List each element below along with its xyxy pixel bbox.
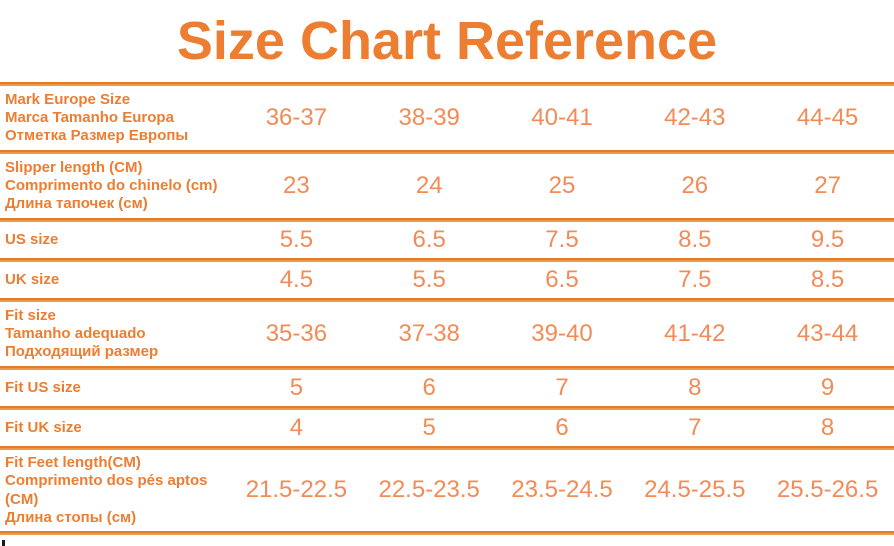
size-value-cell: 25 <box>548 171 576 199</box>
page-title: Size Chart Reference <box>176 11 718 71</box>
size-value-cell: 26 <box>681 171 709 199</box>
size-value-cell: 6 <box>422 373 436 401</box>
size-value-cell: 7.5 <box>678 265 712 293</box>
table-row-uk-size <box>0 262 894 298</box>
size-value-cell: 8.5 <box>810 265 845 293</box>
row-label-line-en: Mark Europe Size <box>5 90 131 108</box>
row-label <box>0 419 230 437</box>
size-value-cell: 8.5 <box>678 225 712 253</box>
row-label <box>0 271 230 289</box>
size-value-cell: 5 <box>289 373 304 401</box>
size-value-cell: 7 <box>555 373 569 401</box>
size-value-cell: 9.5 <box>810 225 845 253</box>
row-label-line-pt: Tamanho adequado <box>5 324 146 342</box>
row-label-line-pt: Comprimento do chinelo (cm) <box>5 176 218 194</box>
row-label <box>0 379 230 397</box>
row-label-line-en: US size <box>5 230 59 248</box>
table-row-fit-us-size <box>0 370 894 406</box>
size-value-cell: 42-43 <box>664 103 726 131</box>
row-label <box>0 454 230 527</box>
row-label-line-pt: Comprimento dos pés aptos (CM) <box>5 472 208 508</box>
table-row-europe-size <box>0 86 894 150</box>
size-value-cell: 43-44 <box>796 319 859 347</box>
size-value-cell: 35-36 <box>265 319 328 347</box>
bottom-edge-mark <box>2 540 5 546</box>
size-value-cell: 8 <box>688 373 702 401</box>
row-label <box>0 91 230 146</box>
size-value-cell: 25.5-26.5 <box>776 476 879 504</box>
size-value-cell: 23 <box>283 171 310 199</box>
row-label-line-en: Fit Feet length(CM) <box>5 454 141 471</box>
size-value-cell: 40-41 <box>531 103 593 131</box>
table-row-slipper-length <box>0 154 894 218</box>
size-value-cell: 7.5 <box>545 225 579 253</box>
size-value-cell: 7 <box>688 413 702 441</box>
row-label-line-en: Fit US size <box>5 378 81 396</box>
size-value-cell: 27 <box>814 171 841 199</box>
size-value-cell: 39-40 <box>531 319 593 347</box>
size-value-cell: 23.5-24.5 <box>511 476 613 504</box>
row-label-line-pt: Marca Tamanho Europa <box>5 108 174 126</box>
row-label-line-en: UK size <box>5 270 60 288</box>
table-row-fit-uk-size <box>0 410 894 446</box>
table-row-fit-feet-length <box>0 450 894 531</box>
size-value-cell: 5.5 <box>412 265 446 293</box>
size-value-cell: 6 <box>555 413 569 441</box>
size-value-cell: 44-45 <box>796 103 859 131</box>
size-value-cell: 6.5 <box>412 225 446 253</box>
size-value-cell: 41-42 <box>664 319 726 347</box>
size-value-cell: 21.5-22.5 <box>245 476 348 504</box>
row-label-line-ru: Подходящий размер <box>5 343 159 361</box>
row-label-line-en: Fit size <box>5 306 56 324</box>
size-value-cell: 22.5-23.5 <box>378 476 480 504</box>
size-value-cell: 8 <box>820 413 835 441</box>
size-value-cell: 36-37 <box>265 103 328 131</box>
size-value-cell: 9 <box>820 373 835 401</box>
size-value-cell: 4 <box>289 413 304 441</box>
divider-rule <box>0 531 894 535</box>
table-row-us-size <box>0 222 894 258</box>
size-value-cell: 24.5-25.5 <box>644 476 746 504</box>
row-label-line-ru: Отметка Размер Европы <box>5 127 189 145</box>
table-row-fit-size <box>0 302 894 366</box>
row-label <box>0 307 230 362</box>
row-label <box>0 159 230 214</box>
size-value-cell: 5 <box>422 413 436 441</box>
row-label <box>0 231 230 249</box>
row-label-line-en: Fit UK size <box>5 418 82 436</box>
row-label-line-ru: Длина стопы (см) <box>5 508 137 526</box>
size-value-cell: 6.5 <box>545 265 579 293</box>
size-value-cell: 5.5 <box>279 225 314 253</box>
size-value-cell: 37-38 <box>398 319 460 347</box>
size-value-cell: 38-39 <box>398 103 460 131</box>
size-value-cell: 4.5 <box>279 265 314 293</box>
row-label-line-en: Slipper length (CM) <box>5 158 143 176</box>
size-value-cell: 24 <box>415 171 443 199</box>
row-label-line-ru: Длина тапочек (см) <box>5 195 148 213</box>
